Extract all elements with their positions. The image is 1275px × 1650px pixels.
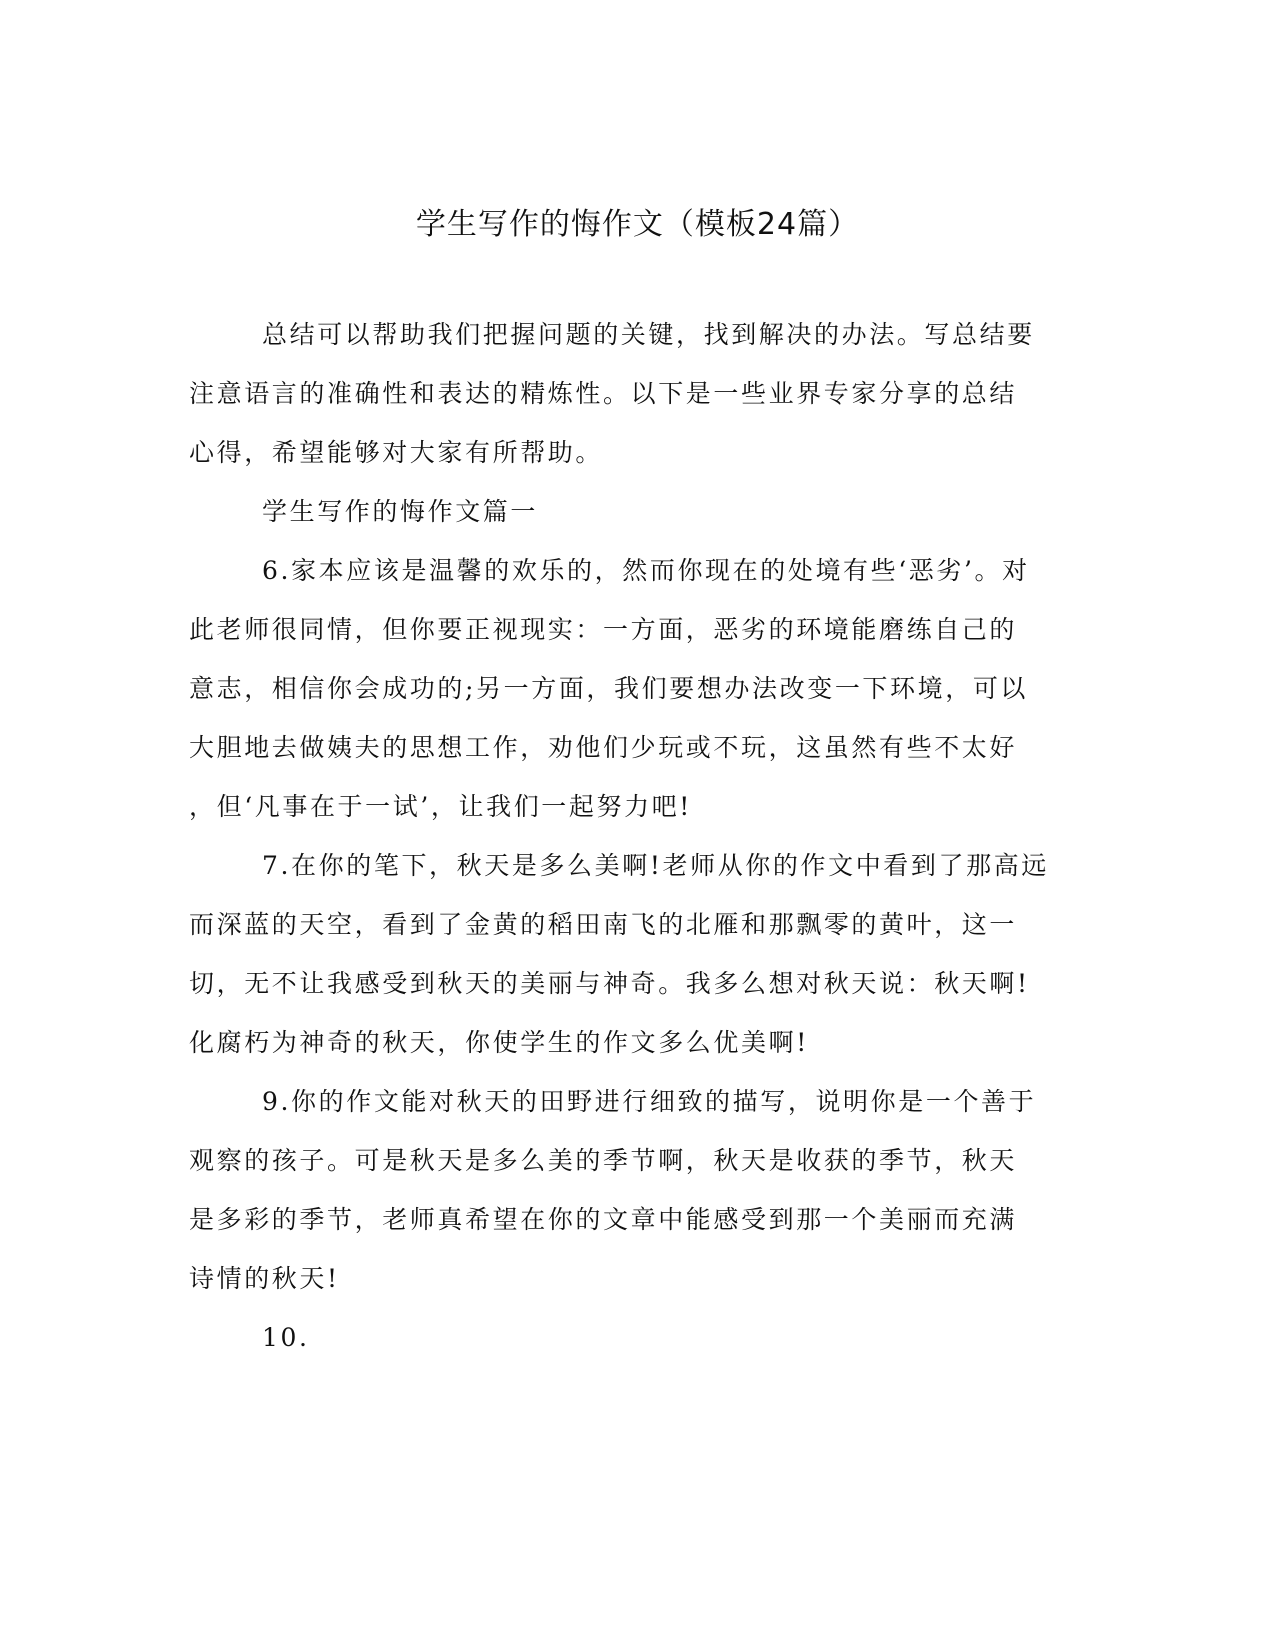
para9-line-2: 观察的孩子。可是秋天是多么美的季节啊，秋天是收获的季节，秋天 — [189, 1146, 1018, 1175]
intro-line-3: 心得，希望能够对大家有所帮助。 — [189, 438, 604, 467]
para10-line-1: 10. — [262, 1323, 310, 1352]
para6-line-4: 大胆地去做姨夫的思想工作，劝他们少玩或不玩，这虽然有些不太好 — [189, 733, 1018, 762]
intro-line-2: 注意语言的准确性和表达的精炼性。以下是一些业界专家分享的总结 — [189, 379, 1018, 408]
para6-line-3: 意志，相信你会成功的;另一方面，我们要想办法改变一下环境，可以 — [189, 674, 1029, 703]
para6-line-2: 此老师很同情，但你要正视现实：一方面，恶劣的环境能磨练自己的 — [189, 615, 1018, 644]
para7-line-1: 7.在你的笔下，秋天是多么美啊!老师从你的作文中看到了那高远 — [262, 851, 1049, 880]
para9-line-4: 诗情的秋天! — [189, 1264, 340, 1293]
para7-line-2: 而深蓝的天空，看到了金黄的稻田南飞的北雁和那飘零的黄叶，这一 — [189, 910, 1018, 939]
para6-line-1: 6.家本应该是温馨的欢乐的，然而你现在的处境有些‘恶劣’。对 — [262, 556, 1030, 585]
para7-line-4: 化腐朽为神奇的秋天，你使学生的作文多么优美啊! — [189, 1028, 809, 1057]
intro-line-1: 总结可以帮助我们把握问题的关键，找到解决的办法。写总结要 — [262, 320, 1035, 349]
section-heading: 学生写作的悔作文篇一 — [262, 497, 539, 526]
para7-line-3: 切，无不让我感受到秋天的美丽与神奇。我多么想对秋天说：秋天啊! — [189, 969, 1030, 998]
para9-line-3: 是多彩的季节，老师真希望在你的文章中能感受到那一个美丽而充满 — [189, 1205, 1018, 1234]
para9-line-1: 9.你的作文能对秋天的田野进行细致的描写，说明你是一个善于 — [262, 1087, 1037, 1116]
para6-line-5: ，但‘凡事在于一试’，让我们一起努力吧! — [189, 792, 692, 821]
document-title: 学生写作的悔作文（模板24篇） — [415, 207, 860, 242]
